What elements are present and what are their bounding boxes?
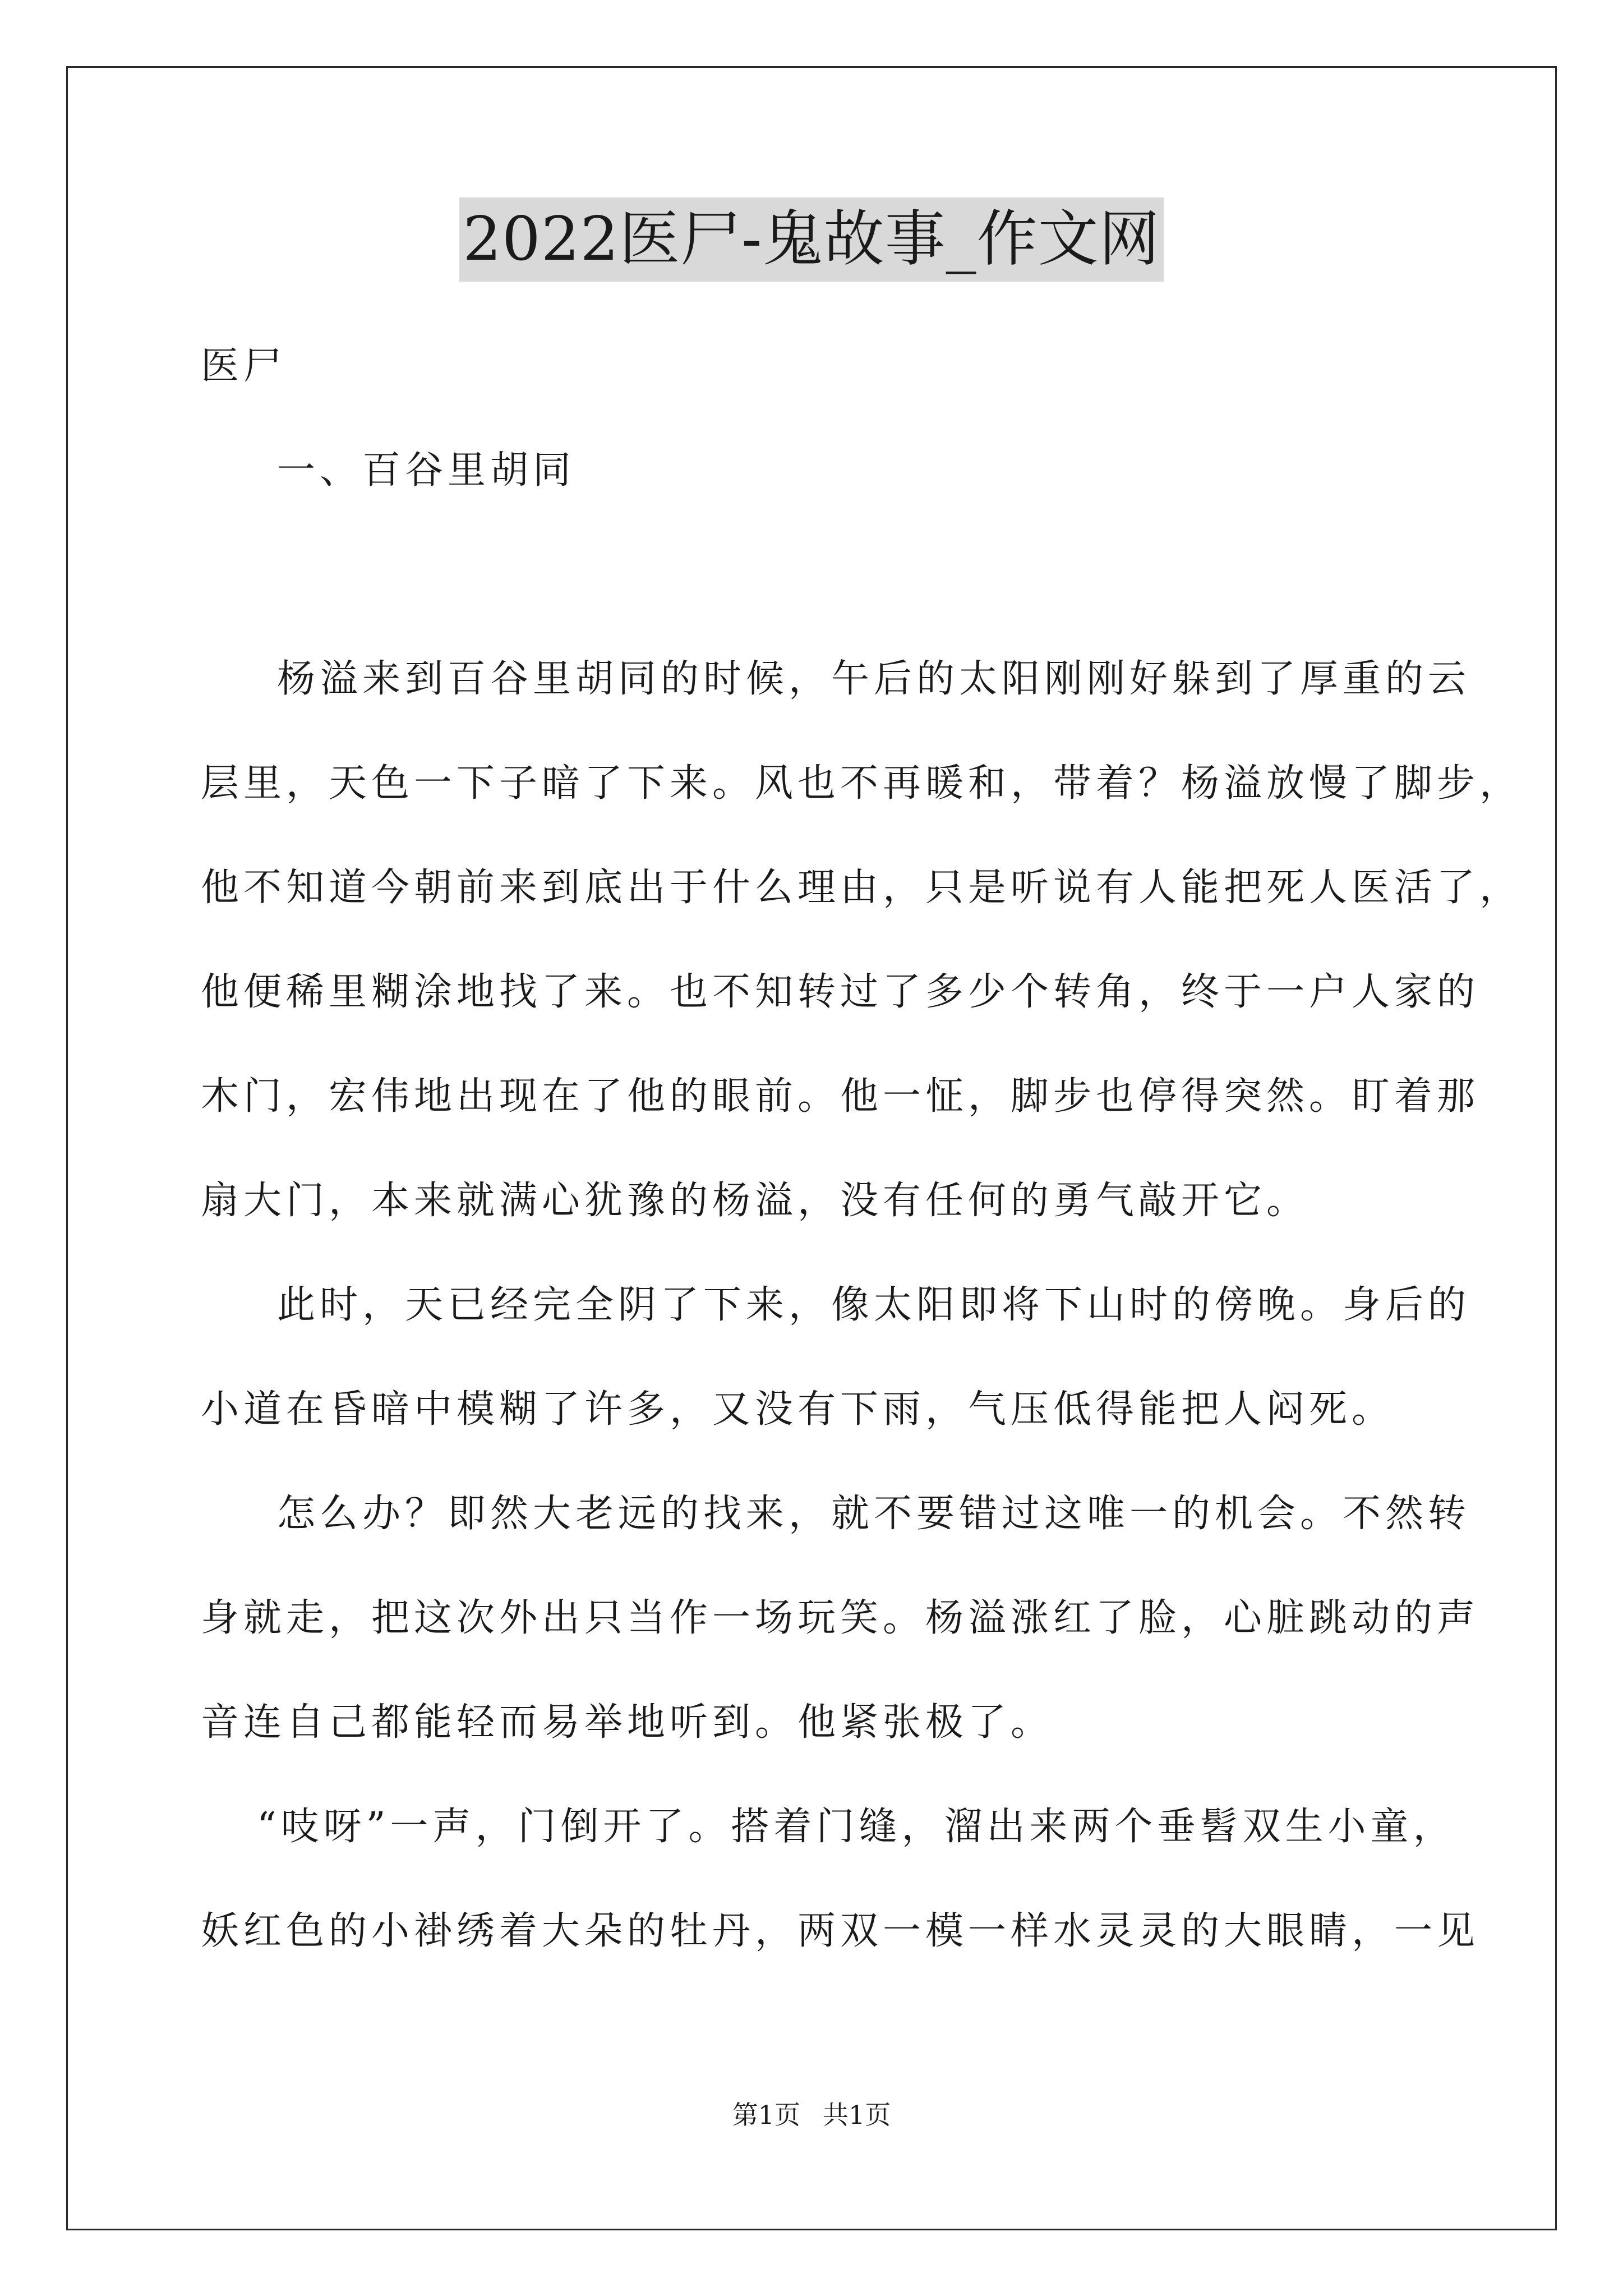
paragraph-line: 怎么办？即然大老远的找来，就不要错过这唯一的机会。不然转 <box>277 1492 1471 1536</box>
paragraph-line: 杨溢来到百谷里胡同的时候，午后的太阳刚刚好躲到了厚重的云 <box>277 657 1471 701</box>
paragraph-line: “吱呀”一声，门倒开了。搭着门缝，溜出来两个垂髫双生小童， <box>257 1805 1456 1849</box>
paragraph-line: 身就走，把这次外出只当作一场玩笑。杨溢涨红了脸，心脏跳动的声 <box>201 1596 1480 1640</box>
paragraph-line: 他便稀里糊涂地找了来。也不知转过了多少个转角，终于一户人家的 <box>201 970 1480 1014</box>
page-number-total: 共1页 <box>823 2100 891 2130</box>
paragraph-line: 扇大门，本来就满心犹豫的杨溢，没有任何的勇气敲开它。 <box>201 1179 1310 1223</box>
section-title: 一、百谷里胡同 <box>277 448 576 493</box>
page-number-current: 第1页 <box>732 2100 800 2130</box>
paragraph-line: 小道在昏暗中模糊了许多，又没有下雨，气压低得能把人闷死。 <box>201 1387 1395 1432</box>
paragraph-line: 木门，宏伟地出现在了他的眼前。他一怔，脚步也停得突然。盯着那 <box>201 1074 1480 1119</box>
paragraph-line: 妖红色的小褂绣着大朵的牡丹，两双一模一样水灵灵的大眼睛，一见 <box>201 1909 1480 1953</box>
document-title: 2022医尸-鬼故事_作文网 <box>459 197 1163 282</box>
paragraph-line: 音连自己都能轻而易举地听到。他紧张极了。 <box>201 1700 1054 1745</box>
heading: 医尸 <box>201 344 287 388</box>
blank-line <box>201 523 1429 627</box>
page-footer <box>0 2098 1623 2132</box>
paragraph-line: 层里，天色一下子暗了下来。风也不再暖和，带着？杨溢放慢了脚步， <box>201 761 1523 806</box>
paragraph-line: 他不知道今朝前来到底出于什么理由，只是听说有人能把死人医活了， <box>201 866 1523 910</box>
paragraph-line: 此时，天已经完全阴了下来，像太阳即将下山时的傍晚。身后的 <box>277 1283 1471 1327</box>
document-body <box>201 314 1523 1984</box>
title-container <box>0 197 1623 282</box>
